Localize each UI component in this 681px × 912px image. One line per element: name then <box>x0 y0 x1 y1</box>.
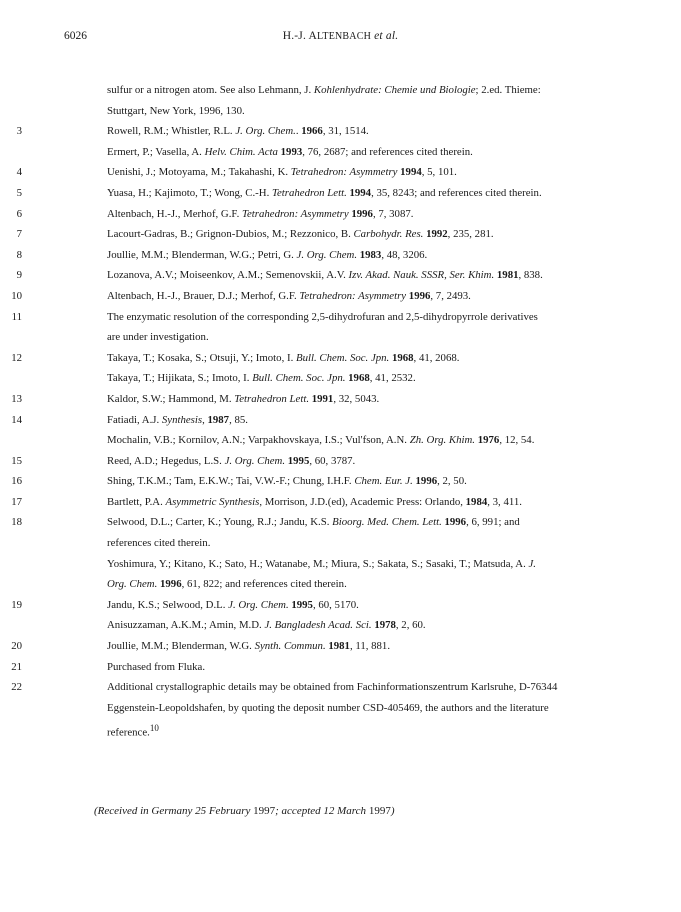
reference-text: Fatiadi, A.J. <box>107 413 162 426</box>
reference-line <box>107 327 607 348</box>
reference-text: Yuasa, H.; Kajimoto, T.; Wong, C.-H. <box>107 186 272 199</box>
reference-text: Selwood, D.L.; Carter, K.; Young, R.J.; Jandu, K.S. <box>107 516 333 529</box>
reference-number: 16 <box>11 475 22 488</box>
page-number: 6026 <box>64 30 87 42</box>
reference-number: 11 <box>11 310 22 323</box>
received-accepted-note <box>94 805 394 817</box>
page-header <box>0 30 681 50</box>
reference-number: 18 <box>11 516 22 529</box>
reference-text: 1994 <box>349 186 372 199</box>
reference-text: , 76, 2687; and references cited therein. <box>302 145 473 158</box>
reference-number: 9 <box>16 269 22 282</box>
reference-number: 8 <box>16 248 22 261</box>
running-head-author-smallcaps: LTENBACH <box>317 31 372 42</box>
received-year: 1997 <box>250 805 276 817</box>
reference-text: 1966 <box>301 125 323 138</box>
reference-text: , 48, 3206. <box>381 248 428 261</box>
reference-line <box>107 657 607 678</box>
reference-line <box>107 121 607 142</box>
reference-text: Uenishi, J.; Motoyama, M.; Takahashi, K. <box>107 166 291 179</box>
received-text: (Received in Germany 25 February <box>94 805 251 817</box>
reference-line <box>107 677 607 698</box>
reference-text: 1993 <box>280 145 303 158</box>
reference-line <box>107 512 607 533</box>
reference-text: Takaya, T.; Hijikata, S.; Imoto, I. <box>107 372 253 385</box>
reference-text: , 35, 8243; and references cited therein. <box>371 186 542 199</box>
reference-number: 14 <box>11 413 22 426</box>
reference-item <box>0 657 607 678</box>
reference-line <box>107 307 607 328</box>
reference-text: J. Org. Chem. <box>224 454 286 467</box>
reference-text: Yoshimura, Y.; Kitano, K.; Sato, H.; Watanabe, M.; Miura, S.; Sakata, S.; Sasaki, T.; Matsuda, A. <box>107 557 529 570</box>
reference-item <box>0 183 607 204</box>
reference-text: are under investigation. <box>107 331 209 344</box>
reference-text: 1978 <box>374 619 396 632</box>
reference-item <box>0 471 607 492</box>
reference-text: Bartlett, P.A. <box>107 495 166 508</box>
reference-text: Synth. Commun. <box>254 640 326 653</box>
reference-item <box>0 512 607 594</box>
reference-text: Tetrahedron: Asymmetry <box>299 289 407 302</box>
reference-item <box>0 265 607 286</box>
reference-line <box>107 245 607 266</box>
reference-text: sulfur or a nitrogen atom. See also Lehmann, J. <box>107 84 314 96</box>
reference-text: 1968 <box>348 372 370 385</box>
reference-text: Tetrahedron Lett. <box>271 186 347 199</box>
reference-text: Altenbach, H.-J., Merhof, G.F. <box>107 207 242 220</box>
reference-item <box>0 410 607 451</box>
reference-text: , 12, 54. <box>499 434 535 447</box>
reference-text: Eggenstein-Leopoldshafen, by quoting the deposit number CSD-405469, the authors and the literature <box>107 701 549 714</box>
reference-line <box>107 142 607 163</box>
reference-text: , 5, 101. <box>421 166 457 179</box>
reference-number: 7 <box>16 228 22 241</box>
reference-text: , 2, 60. <box>395 619 426 632</box>
reference-text: 1996 <box>160 578 182 591</box>
reference-text: Takaya, T.; Kosaka, S.; Otsuji, Y.; Imoto, I. <box>107 351 296 364</box>
reference-text: Zh. Org. Khim. <box>409 434 476 447</box>
reference-line <box>107 492 607 513</box>
reference-line <box>107 471 607 492</box>
reference-text: reference. <box>107 727 150 739</box>
reference-text: , 7, 2493. <box>430 289 471 302</box>
reference-line <box>107 183 607 204</box>
reference-number: 22 <box>11 681 22 694</box>
reference-line <box>107 615 607 636</box>
references-list <box>0 80 681 744</box>
reference-text: Purchased from Fluka. <box>107 660 206 673</box>
reference-text: J. Org. Chem. <box>228 598 289 611</box>
reference-item <box>0 245 607 266</box>
reference-line <box>107 410 607 431</box>
reference-text: 1991 <box>311 392 334 405</box>
reference-text: Chem. Eur. J. <box>354 475 413 488</box>
reference-text: Joullie, M.M.; Blenderman, W.G. <box>107 640 255 653</box>
reference-text: Carbohydr. Res. <box>353 228 424 241</box>
reference-line <box>107 224 607 245</box>
reference-item <box>0 307 607 348</box>
reference-text: Stuttgart, New York, 1996, 130. <box>107 104 245 117</box>
reference-text: Lozanova, A.V.; Moiseenkov, A.M.; Semenovskii, A.V. <box>107 269 349 282</box>
reference-number: 15 <box>11 454 22 467</box>
reference-text: references cited therein. <box>107 537 211 550</box>
reference-item <box>0 389 607 410</box>
reference-text: ; 2.ed. Thieme: <box>475 84 541 96</box>
reference-text: , 838. <box>518 269 543 282</box>
reference-number: 13 <box>11 392 22 405</box>
reference-text: 1981 <box>496 269 519 282</box>
reference-text: , 85. <box>229 413 248 426</box>
reference-text: Mochalin, V.B.; Kornilov, A.N.; Varpakhovskaya, I.S.; Vul'fson, A.N. <box>107 434 410 447</box>
reference-text: Jandu, K.S.; Selwood, D.L. <box>107 598 229 611</box>
reference-text: Anisuzzaman, A.K.M.; Amin, M.D. <box>107 619 265 632</box>
reference-text: Bull. Chem. Soc. Jpn. <box>295 351 390 364</box>
reference-line <box>107 698 607 719</box>
reference-text: J. Org. Chem. <box>235 125 296 138</box>
reference-line <box>107 80 607 101</box>
reference-line <box>107 430 607 451</box>
reference-text: Tetrahedron: Asymmetry <box>241 207 349 220</box>
reference-text: Lacourt-Gadras, B.; Grignon-Dubios, M.; Rezzonico, B. <box>107 228 354 241</box>
reference-line <box>107 348 607 369</box>
reference-item <box>0 677 607 743</box>
accepted-text: ; accepted 12 March <box>275 805 367 817</box>
reference-item <box>0 204 607 225</box>
reference-text: , 60, 5170. <box>312 598 359 611</box>
reference-text: , 6, 991; and <box>466 516 520 529</box>
reference-number: 6 <box>16 207 22 220</box>
reference-text: Altenbach, H.-J., Brauer, D.J.; Merhof, G.F. <box>107 289 300 302</box>
reference-text: 1996 <box>408 289 431 302</box>
reference-text: Helv. Chim. Acta <box>204 145 278 158</box>
footer-close-paren: ) <box>390 805 395 817</box>
reference-text: Rowell, R.M.; Whistler, R.L. <box>107 125 236 138</box>
reference-text: The enzymatic resolution of the corresponding 2,5-dihydrofuran and 2,5-dihydropyrrole derivatives <box>107 310 538 323</box>
reference-text: Kaldor, S.W.; Hammond, M. <box>107 392 235 405</box>
reference-number: 12 <box>11 351 22 364</box>
reference-item <box>0 451 607 472</box>
reference-text: 1992 <box>426 228 448 241</box>
reference-text: Org. Chem. <box>107 578 158 591</box>
reference-text: , 41, 2532. <box>369 372 416 385</box>
reference-text: 1994 <box>400 166 422 179</box>
reference-line <box>107 101 607 122</box>
reference-line <box>107 451 607 472</box>
reference-text: , 60, 3787. <box>309 454 356 467</box>
reference-text: Bull. Chem. Soc. Jpn. <box>252 372 346 385</box>
reference-text: Tetrahedron: Asymmetry <box>290 166 398 179</box>
reference-number: 19 <box>11 598 22 611</box>
reference-line <box>107 554 607 575</box>
reference-number: 21 <box>11 660 22 673</box>
reference-text: , 32, 5043. <box>333 392 380 405</box>
reference-text: 1996 <box>351 207 373 220</box>
reference-text: , Morrison, J.D.(ed), Academic Press: Orlando, <box>259 495 466 508</box>
reference-text: J. Bangladesh Acad. Sci. <box>264 619 372 632</box>
reference-line <box>107 286 607 307</box>
reference-number: 5 <box>16 186 22 199</box>
reference-text: , 3, 411. <box>487 495 522 508</box>
reference-text: , 7, 3087. <box>372 207 414 220</box>
reference-text: , 41, 2068. <box>413 351 460 364</box>
reference-item <box>0 80 607 121</box>
reference-text: 1996 <box>415 475 438 488</box>
reference-number: 20 <box>11 640 22 653</box>
reference-line <box>107 574 607 595</box>
reference-text: 1987 <box>207 413 230 426</box>
reference-text: Tetrahedron Lett. <box>234 392 310 405</box>
reference-text: Shing, T.K.M.; Tam, E.K.W.; Tai, V.W.-F.; Chung, I.H.F. <box>107 475 355 488</box>
reference-text: Kohlenhydrate: Chemie und Biologie <box>313 84 476 96</box>
reference-text: Synthesis <box>161 413 203 426</box>
accepted-year: 1997 <box>366 805 391 817</box>
reference-line <box>107 595 607 616</box>
reference-text: Bioorg. Med. Chem. Lett. <box>332 516 442 529</box>
reference-item <box>0 224 607 245</box>
reference-text: , <box>202 413 208 426</box>
reference-item <box>0 286 607 307</box>
reference-text: Asymmetric Synthesis <box>165 495 260 508</box>
reference-number: 10 <box>11 289 22 302</box>
running-head <box>0 30 681 42</box>
reference-number: 4 <box>16 166 22 179</box>
reference-line <box>107 368 607 389</box>
running-head-author-prefix: H.-J. A <box>282 30 317 42</box>
reference-text: Joullie, M.M.; Blenderman, W.G.; Petri, G. <box>107 248 297 261</box>
reference-text: 1976 <box>477 434 500 447</box>
reference-line <box>107 162 607 183</box>
reference-line <box>107 265 607 286</box>
reference-number: 17 <box>11 495 22 508</box>
reference-line <box>107 204 607 225</box>
reference-item <box>0 595 607 636</box>
reference-line <box>107 533 607 554</box>
reference-text: Additional crystallographic details may be obtained from Fachinformationszentrum Karlsruhe, D-76344 <box>107 681 558 694</box>
reference-text: 1996 <box>444 516 467 529</box>
reference-text: 1995 <box>287 454 310 467</box>
reference-number: 3 <box>16 125 22 138</box>
reference-text: . <box>295 125 302 138</box>
reference-text: Ermert, P.; Vasella, A. <box>107 145 205 158</box>
reference-item <box>0 492 607 513</box>
reference-text: J. <box>528 557 536 570</box>
reference-text: , 61, 822; and references cited therein. <box>181 578 347 591</box>
reference-text: 1984 <box>465 495 488 508</box>
reference-item <box>0 162 607 183</box>
reference-line <box>107 718 607 743</box>
reference-line <box>107 389 607 410</box>
reference-item <box>0 348 607 389</box>
reference-text: , 235, 281. <box>447 228 494 241</box>
reference-text: , 2, 50. <box>437 475 467 488</box>
reference-text: J. Org. Chem. <box>296 248 358 261</box>
reference-superscript: 10 <box>149 723 159 734</box>
running-head-suffix: et al. <box>371 30 399 42</box>
reference-text: Izv. Akad. Nauk. SSSR, Ser. Khim. <box>348 269 495 282</box>
reference-text: 1983 <box>359 248 382 261</box>
reference-text: 1968 <box>391 351 414 364</box>
reference-item <box>0 121 607 162</box>
reference-text: , 31, 1514. <box>322 125 369 138</box>
reference-text: 1995 <box>291 598 313 611</box>
reference-text: Reed, A.D.; Hegedus, L.S. <box>107 454 225 467</box>
reference-line <box>107 636 607 657</box>
reference-text: 1981 <box>328 640 350 653</box>
reference-item <box>0 636 607 657</box>
reference-text: , 11, 881. <box>349 640 391 653</box>
